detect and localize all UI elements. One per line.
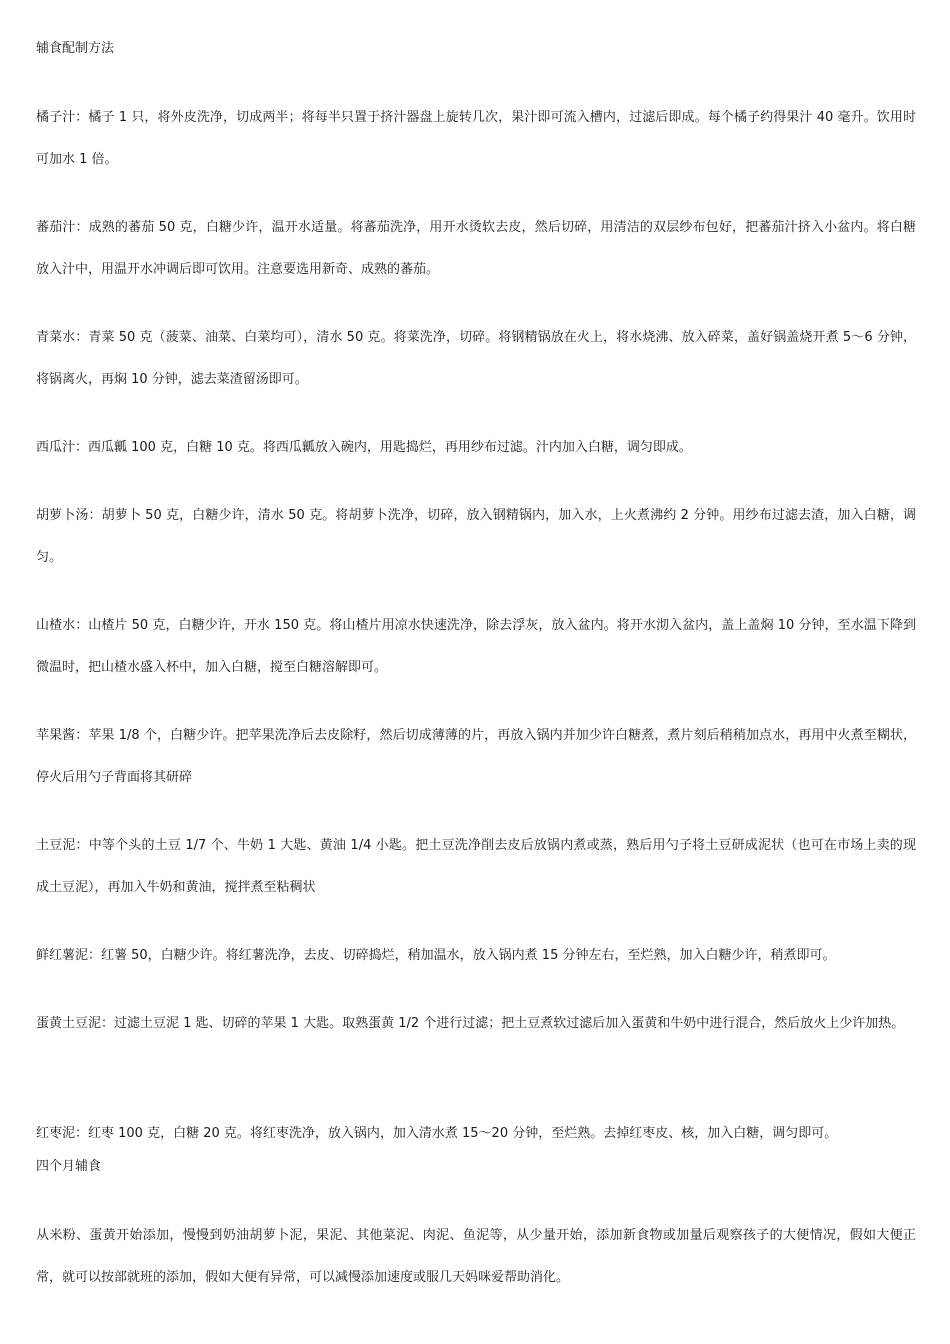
recipe-tomato-juice: 蕃茄汁：成熟的蕃茄 50 克，白糖少许，温开水适量。将蕃茄洗净，用开水烫软去皮，然后切碎，用清洁的双层纱布包好，把蕃茄汁挤入小盆内。将白糖放入汁中，用温开水冲调后即可饮用。注意要选用新奇、成熟的蕃茄。 [36, 220, 916, 277]
document-title: 辅食配制方法 [36, 41, 115, 56]
recipe-apple-sauce: 苹果酱：苹果 1/8 个，白糖少许。把苹果洗净后去皮除籽，然后切成薄薄的片，再放入锅内并加少许白糖煮，煮片刻后稍稍加点水，再用中火煮至糊状，停火后用勺子背面将其研碎 [36, 728, 916, 785]
recipe-mashed-potato: 土豆泥：中等个头的土豆 1/7 个、牛奶 1 大匙、黄油 1/4 小匙。把土豆洗净削去皮后放锅内煮或蒸，熟后用勺子将土豆研成泥状（也可在市场上卖的现成土豆泥），再加入牛奶和黄油，搅拌煮至粘稠状 [36, 838, 916, 895]
recipe-egg-yolk-potato: 蛋黄土豆泥：过滤土豆泥 1 匙、切碎的苹果 1 大匙。取熟蛋黄 1/2 个进行过滤；把土豆煮软过滤后加入蛋黄和牛奶中进行混合，然后放火上少许加热。 [36, 1016, 905, 1031]
recipe-orange-juice: 橘子汁：橘子 1 只，将外皮洗净，切成两半；将每半只置于挤汁器盘上旋转几次，果汁即可流入槽内，过滤后即成。每个橘子约得果汁 40 毫升。饮用时可加水 1 倍。 [36, 110, 916, 167]
recipe-jujube-paste: 红枣泥：红枣 100 克，白糖 20 克。将红枣洗净，放入锅内，加入清水煮 15～20 分钟，至烂熟。去掉红枣皮、核，加入白糖，调匀即可。 [36, 1126, 838, 1141]
section-heading-four-months: 四个月辅食 [36, 1159, 102, 1174]
recipe-hawthorn-water: 山楂水：山楂片 50 克，白糖少许，开水 150 克。将山楂片用凉水快速洗净，除去浮灰，放入盆内。将开水沏入盆内，盖上盖焖 10 分钟，至水温下降到微温时，把山楂水盛入杯中，加入白糖，搅至白糖溶解即可。 [36, 618, 916, 675]
recipe-greens-water: 青菜水：青菜 50 克（菠菜、油菜、白菜均可），清水 50 克。将菜洗净，切碎。将钢精锅放在火上，将水烧沸、放入碎菜，盖好锅盖烧开煮 5～6 分钟，将锅离火，再焖 10 分钟，滤去菜渣留汤即可。 [36, 330, 916, 387]
recipe-sweet-potato-mash: 鲜红薯泥：红薯 50，白糖少许。将红薯洗净，去皮、切碎捣烂，稍加温水，放入锅内煮 15 分钟左右，至烂熟，加入白糖少许，稍煮即可。 [36, 948, 836, 963]
section-four-months-text: 从米粉、蛋黄开始添加，慢慢到奶油胡萝卜泥，果泥、其他菜泥、肉泥、鱼泥等，从少量开始，添加新食物或加量后观察孩子的大便情况，假如大便正常，就可以按部就班的添加，假如大便有异常，可以减慢添加速度或服几天妈咪爱帮助消化。 [36, 1228, 916, 1285]
recipe-carrot-soup: 胡萝卜汤：胡萝卜 50 克，白糖少许，清水 50 克。将胡萝卜洗净，切碎，放入钢精锅内，加入水，上火煮沸约 2 分钟。用纱布过滤去渣，加入白糖，调匀。 [36, 508, 916, 565]
recipe-watermelon-juice: 西瓜汁：西瓜瓤 100 克，白糖 10 克。将西瓜瓤放入碗内，用匙捣烂，再用纱布过滤。汁内加入白糖，调匀即成。 [36, 440, 692, 455]
